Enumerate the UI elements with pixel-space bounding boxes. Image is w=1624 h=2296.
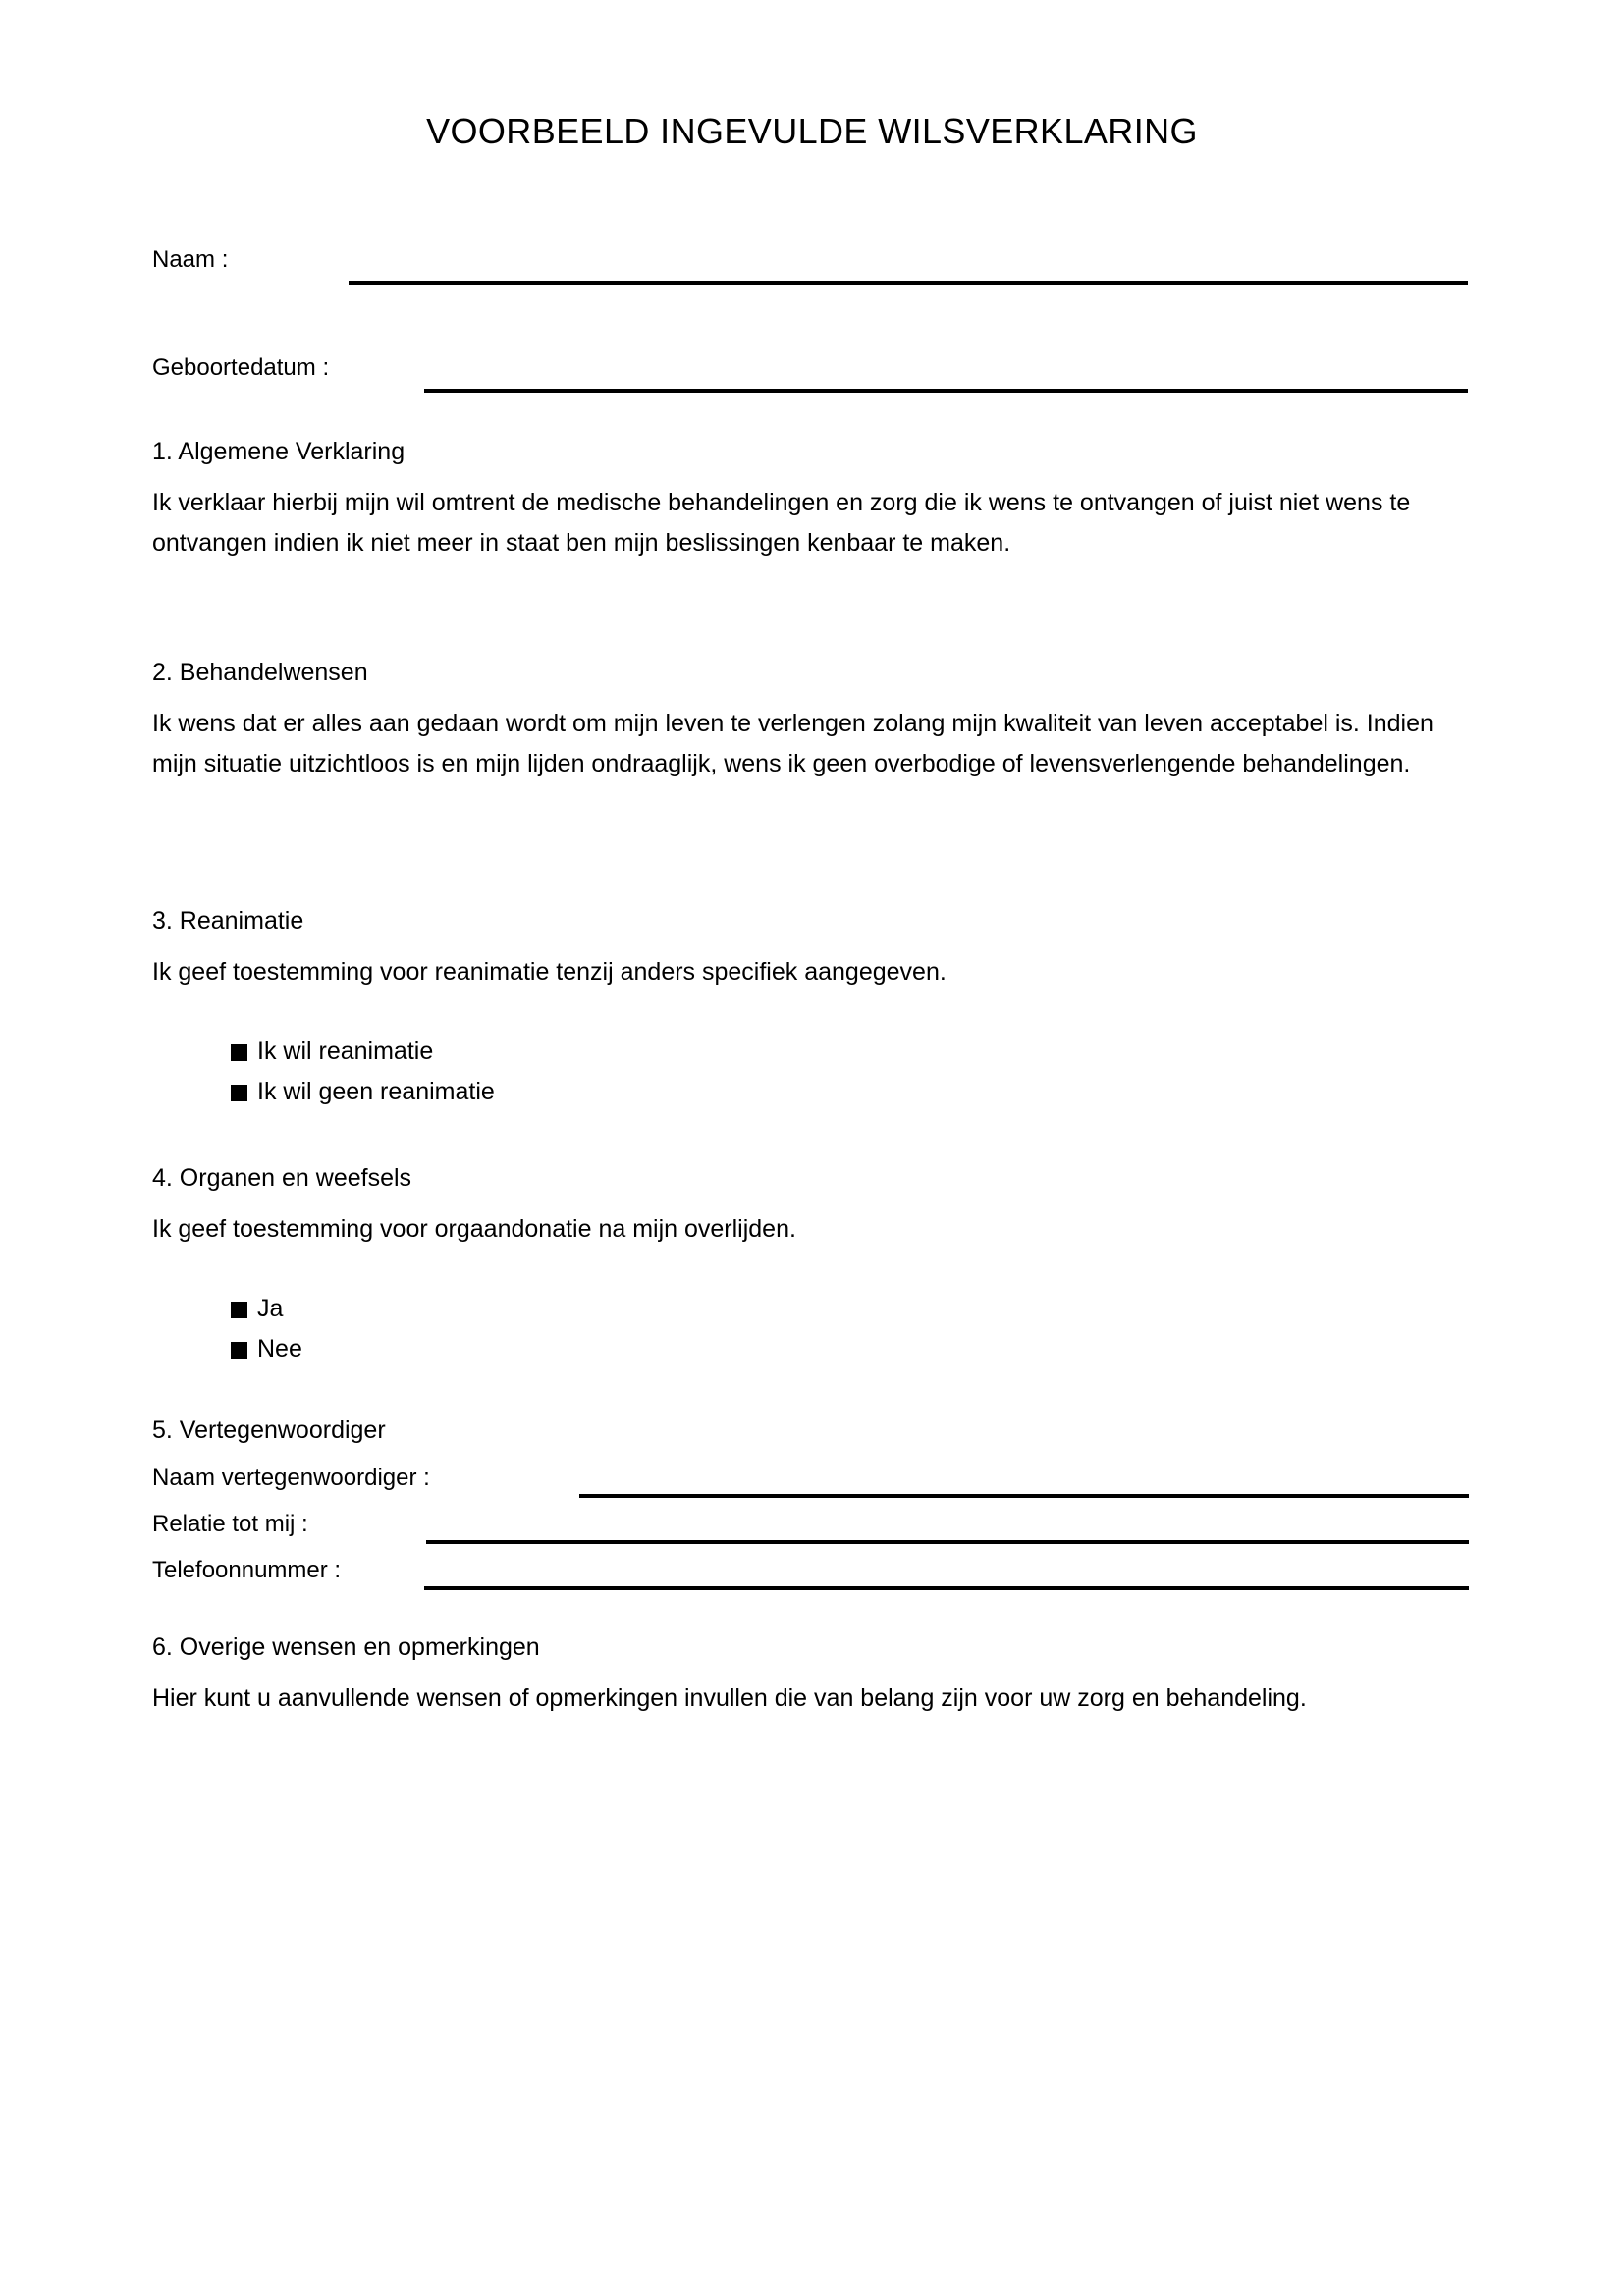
- filled-square-bullet-icon: [231, 1342, 247, 1359]
- section-1: [152, 432, 1473, 563]
- section-6-paragraph: Hier kunt u aanvullende wensen of opmerkingen invullen die van belang zijn voor uw zorg en behandeling.: [152, 1684, 1307, 1712]
- naam-label: Naam :: [152, 246, 229, 273]
- spacer: [152, 471, 1473, 483]
- naam-vertegenwoordiger-input-rule[interactable]: [579, 1494, 1469, 1498]
- spacer: [152, 992, 1473, 1032]
- naam-vertegenwoordiger-label: Naam vertegenwoordiger :: [152, 1465, 430, 1491]
- section-2: [152, 653, 1473, 784]
- section-5-heading: 5. Vertegenwoordiger: [152, 1416, 386, 1444]
- section-6-heading: 6. Overige wensen en opmerkingen: [152, 1633, 540, 1661]
- telefoonnummer-label: Telefoonnummer :: [152, 1557, 342, 1583]
- section-5: [152, 1411, 1473, 1600]
- option-reanimatie-wil[interactable]: [152, 1032, 1473, 1072]
- section-4-heading: 4. Organen en weefsels: [152, 1164, 412, 1192]
- section-3-options: [152, 1032, 1473, 1112]
- geboortedatum-input-rule[interactable]: [424, 389, 1468, 393]
- option-label: Ja: [257, 1295, 284, 1322]
- telefoonnummer-input-rule[interactable]: [424, 1586, 1469, 1590]
- option-orgaandonatie-nee[interactable]: [152, 1329, 1473, 1369]
- filled-square-bullet-icon: [231, 1044, 247, 1061]
- section-4-options: [152, 1289, 1473, 1369]
- spacer: [152, 1198, 1473, 1209]
- spacer: [152, 940, 1473, 952]
- relatie-tot-mij-input-rule[interactable]: [426, 1540, 1469, 1544]
- spacer: [152, 1450, 1473, 1462]
- spacer: [152, 692, 1473, 704]
- relatie-tot-mij-label: Relatie tot mij :: [152, 1511, 308, 1537]
- section-2-paragraph: Ik wens dat er alles aan gedaan wordt om mijn leven te verlengen zolang mijn kwaliteit van leven acceptabel is. Indien mijn situatie uitzichtloos is en mijn lijden ondraaglijk, wens ik geen overbodige of levensverlengende behandelingen.: [152, 710, 1434, 777]
- option-orgaandonatie-ja[interactable]: [152, 1289, 1473, 1329]
- spacer: [152, 1667, 1473, 1679]
- option-label: Nee: [257, 1335, 302, 1362]
- field-naam-vertegenwoordiger: [152, 1462, 1473, 1508]
- section-3: [152, 901, 1473, 1112]
- section-2-heading: 2. Behandelwensen: [152, 659, 368, 686]
- section-4-paragraph: Ik geef toestemming voor orgaandonatie na mijn overlijden.: [152, 1215, 796, 1243]
- option-label: Ik wil geen reanimatie: [257, 1078, 495, 1105]
- spacer: [152, 1250, 1473, 1289]
- field-relatie-tot-mij: [152, 1508, 1473, 1554]
- naam-input-rule[interactable]: [349, 281, 1468, 285]
- identity-field-geboortedatum: [152, 351, 1473, 402]
- geboortedatum-label: Geboortedatum :: [152, 354, 330, 381]
- page-title: VOORBEELD INGEVULDE WILSVERKLARING: [426, 111, 1198, 151]
- section-3-heading: 3. Reanimatie: [152, 907, 304, 934]
- option-reanimatie-geen[interactable]: [152, 1072, 1473, 1112]
- section-1-heading: 1. Algemene Verklaring: [152, 438, 406, 465]
- filled-square-bullet-icon: [231, 1085, 247, 1101]
- field-telefoonnummer: [152, 1554, 1473, 1600]
- section-1-paragraph: Ik verklaar hierbij mijn wil omtrent de medische behandelingen en zorg die ik wens te ontvangen of juist niet wens te ontvangen indien ik niet meer in staat ben mijn beslissingen kenbaar te maken.: [152, 489, 1411, 557]
- identity-field-naam: [152, 243, 1473, 294]
- option-label: Ik wil reanimatie: [257, 1038, 434, 1065]
- section-4: [152, 1158, 1473, 1369]
- section-3-paragraph: Ik geef toestemming voor reanimatie tenzij anders specifiek aangegeven.: [152, 958, 947, 986]
- filled-square-bullet-icon: [231, 1302, 247, 1318]
- section-6: [152, 1628, 1473, 1719]
